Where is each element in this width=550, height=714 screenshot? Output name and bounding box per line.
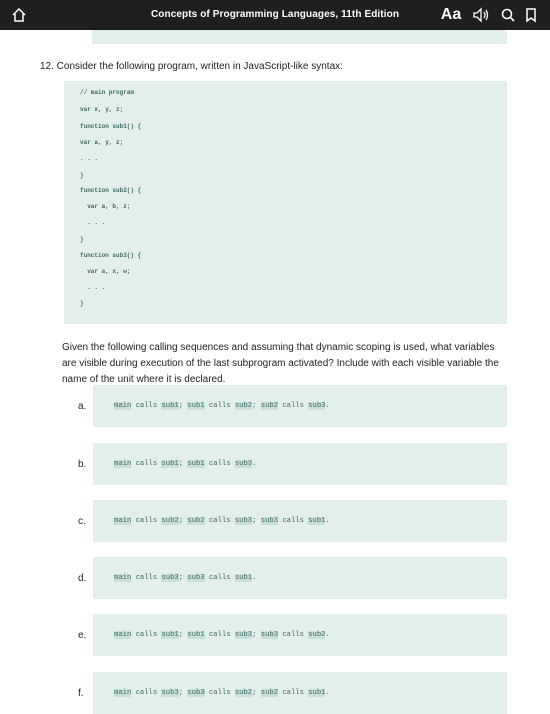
unit-name: sub1 xyxy=(187,402,205,410)
unit-name: sub3 xyxy=(187,574,205,582)
option-label: b. xyxy=(78,459,87,470)
code-block xyxy=(64,81,507,324)
option-code-box[interactable] xyxy=(93,500,507,542)
search-icon[interactable] xyxy=(497,0,519,30)
option-code-box[interactable] xyxy=(93,385,507,427)
calling-sequence xyxy=(114,460,256,468)
calls-keyword: calls xyxy=(204,574,235,582)
unit-name: sub3 xyxy=(161,574,179,582)
speaker-icon[interactable] xyxy=(470,0,492,30)
code-line: . . . xyxy=(80,284,106,291)
code-line: function sub3() { xyxy=(80,252,142,259)
calls-keyword: calls xyxy=(204,460,235,468)
calls-keyword: calls xyxy=(278,631,309,639)
calls-keyword: calls xyxy=(131,631,162,639)
unit-name: main xyxy=(114,631,132,639)
calling-sequence xyxy=(114,574,256,582)
code-line: } xyxy=(80,172,84,179)
unit-name: main xyxy=(114,689,132,697)
unit-name: sub3 xyxy=(234,517,253,525)
unit-name: sub1 xyxy=(187,460,205,468)
unit-name: sub2 xyxy=(187,517,205,525)
calls-keyword: calls xyxy=(278,402,309,410)
calls-keyword: calls xyxy=(131,402,162,410)
separator: . xyxy=(252,574,257,582)
calls-keyword: calls xyxy=(131,689,162,697)
code-line: function sub1() { xyxy=(80,123,142,130)
option-label: e. xyxy=(78,630,87,641)
unit-name: main xyxy=(114,460,132,468)
separator: ; xyxy=(252,517,261,525)
unit-name: sub1 xyxy=(234,574,253,582)
separator: ; xyxy=(178,517,188,525)
option-label: c. xyxy=(78,516,86,527)
unit-name: sub2 xyxy=(260,689,279,697)
code-line: // main program xyxy=(80,89,135,96)
calls-keyword: calls xyxy=(204,631,235,639)
unit-name: sub1 xyxy=(308,689,326,697)
option-label: f. xyxy=(78,688,84,699)
unit-name: main xyxy=(114,517,132,525)
separator: ; xyxy=(178,631,188,639)
unit-name: sub2 xyxy=(308,631,326,639)
option-code-box[interactable] xyxy=(93,672,507,714)
font-settings-button[interactable]: Aa xyxy=(440,6,462,23)
option-label: d. xyxy=(78,573,87,584)
calling-sequence xyxy=(114,402,330,410)
separator: ; xyxy=(178,574,188,582)
code-line: . . . xyxy=(80,219,106,226)
separator: ; xyxy=(178,460,188,468)
code-line: } xyxy=(80,300,84,307)
question-text: 12. Consider the following program, written in JavaScript-like syntax: xyxy=(40,61,343,72)
calls-keyword: calls xyxy=(204,517,235,525)
unit-name: sub2 xyxy=(260,402,279,410)
code-line: } xyxy=(80,236,84,243)
calls-keyword: calls xyxy=(131,517,162,525)
unit-name: sub1 xyxy=(187,631,205,639)
book-title: Concepts of Programming Languages, 11th Edition xyxy=(150,9,400,20)
option-code-box[interactable] xyxy=(93,557,507,599)
code-line: function sub2() { xyxy=(80,187,142,194)
separator: . xyxy=(252,460,257,468)
unit-name: sub1 xyxy=(308,517,326,525)
separator: ; xyxy=(178,689,188,697)
top-toolbar xyxy=(0,0,550,30)
unit-name: main xyxy=(114,574,132,582)
separator: . xyxy=(325,517,330,525)
calls-keyword: calls xyxy=(204,689,235,697)
separator: . xyxy=(325,402,330,410)
calling-sequence xyxy=(114,631,330,639)
unit-name: sub1 xyxy=(161,460,179,468)
unit-name: sub2 xyxy=(234,402,253,410)
calling-sequence xyxy=(114,517,330,525)
unit-name: sub1 xyxy=(161,402,179,410)
calls-keyword: calls xyxy=(278,689,309,697)
calls-keyword: calls xyxy=(131,460,162,468)
question-description: Given the following calling sequences and assuming that dynamic scoping is used, what variables are visible during execution of the last subprogram activated? Include with each visible variable the name of the unit where it is declared. xyxy=(62,342,499,385)
unit-name: sub3 xyxy=(234,460,253,468)
code-line: var a, y, z; xyxy=(80,139,124,146)
separator: ; xyxy=(252,402,261,410)
unit-name: sub3 xyxy=(161,689,179,697)
unit-name: sub2 xyxy=(161,517,179,525)
unit-name: sub3 xyxy=(187,689,205,697)
separator: ; xyxy=(252,631,261,639)
code-line: var x, y, z; xyxy=(80,106,124,113)
separator: . xyxy=(325,631,330,639)
unit-name: sub3 xyxy=(234,631,253,639)
calling-sequence xyxy=(114,689,330,697)
code-line: var a, b, z; xyxy=(80,203,131,210)
option-label: a. xyxy=(78,401,87,412)
option-code-box[interactable] xyxy=(93,614,507,656)
previous-code-block xyxy=(92,30,507,44)
separator: ; xyxy=(178,402,188,410)
code-line: . . . xyxy=(80,155,99,162)
bookmark-icon[interactable] xyxy=(521,0,541,30)
calls-keyword: calls xyxy=(131,574,162,582)
separator: . xyxy=(325,689,330,697)
unit-name: sub3 xyxy=(260,631,279,639)
option-code-box[interactable] xyxy=(93,443,507,485)
unit-name: main xyxy=(114,402,132,410)
unit-name: sub3 xyxy=(260,517,279,525)
code-line: var a, x, w; xyxy=(80,268,131,275)
unit-name: sub3 xyxy=(308,402,326,410)
unit-name: sub2 xyxy=(234,689,253,697)
unit-name: sub1 xyxy=(161,631,179,639)
separator: ; xyxy=(252,689,261,697)
calls-keyword: calls xyxy=(278,517,309,525)
calls-keyword: calls xyxy=(204,402,235,410)
